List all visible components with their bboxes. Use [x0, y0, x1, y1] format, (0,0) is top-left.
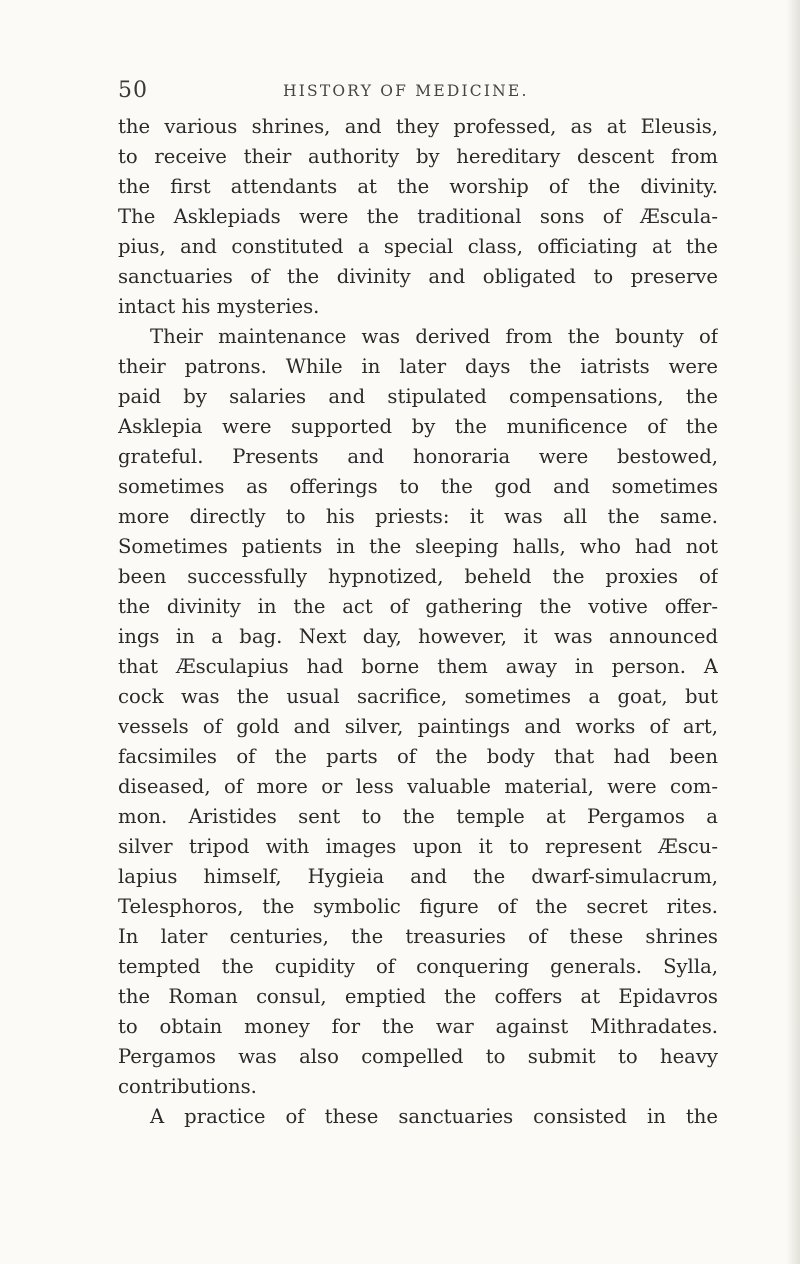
text-line: mon. Aristides sent to the temple at Pergamos a: [118, 805, 718, 828]
text-line: vessels of gold and silver, paintings and works of art,: [118, 715, 718, 738]
text-line: cock was the usual sacrifice, sometimes a goat, but: [118, 685, 718, 708]
text-line: lapius himself, Hygieia and the dwarf-simulacrum,: [118, 865, 718, 888]
text-line: intact his mysteries.: [118, 295, 320, 318]
text-line: sanctuaries of the divinity and obligated to preserve: [118, 265, 718, 288]
text-line: diseased, of more or less valuable material, were com-: [118, 775, 718, 798]
text-line: contributions.: [118, 1075, 257, 1098]
text-line: silver tripod with images upon it to represent Æscu-: [118, 835, 718, 858]
text-line: Sometimes patients in the sleeping halls, who had not: [118, 535, 718, 558]
text-line: their patrons. While in later days the iatrists were: [118, 355, 718, 378]
page-number: 50: [118, 78, 148, 103]
page-header: [118, 78, 718, 108]
text-line: that Æsculapius had borne them away in person. A: [118, 655, 718, 678]
running-head: HISTORY OF MEDICINE.: [283, 82, 529, 100]
text-line: facsimiles of the parts of the body that had been: [118, 745, 718, 768]
text-line: the divinity in the act of gathering the votive offer-: [118, 595, 718, 618]
text-line: been successfully hypnotized, beheld the proxies of: [118, 565, 718, 588]
text-line: pius, and constituted a special class, officiating at the: [118, 235, 718, 258]
text-line: more directly to his priests: it was all the same.: [118, 505, 718, 528]
text-line: Their maintenance was derived from the bounty of: [150, 325, 718, 348]
text-line: Pergamos was also compelled to submit to heavy: [118, 1045, 718, 1068]
text-line: sometimes as offerings to the god and sometimes: [118, 475, 718, 498]
text-line: paid by salaries and stipulated compensations, the: [118, 385, 718, 408]
text-line: A practice of these sanctuaries consisted in the: [150, 1105, 718, 1128]
text-line: grateful. Presents and honoraria were bestowed,: [118, 445, 718, 468]
text-line: ings in a bag. Next day, however, it was announced: [118, 625, 718, 648]
text-line: In later centuries, the treasuries of these shrines: [118, 925, 718, 948]
text-line: Telesphoros, the symbolic figure of the secret rites.: [118, 895, 718, 918]
text-line: to obtain money for the war against Mithradates.: [118, 1015, 718, 1038]
body-text: [118, 112, 718, 1132]
text-line: the various shrines, and they professed, as at Eleusis,: [118, 115, 718, 138]
text-line: the first attendants at the worship of the divinity.: [118, 175, 718, 198]
page-edge-shadow: [786, 0, 800, 1264]
text-line: to receive their authority by hereditary descent from: [118, 145, 718, 168]
text-line: tempted the cupidity of conquering generals. Sylla,: [118, 955, 718, 978]
text-line: Asklepia were supported by the munificence of the: [118, 415, 718, 438]
text-line: the Roman consul, emptied the coffers at Epidavros: [118, 985, 718, 1008]
text-line: The Asklepiads were the traditional sons of Æscula-: [118, 205, 718, 228]
